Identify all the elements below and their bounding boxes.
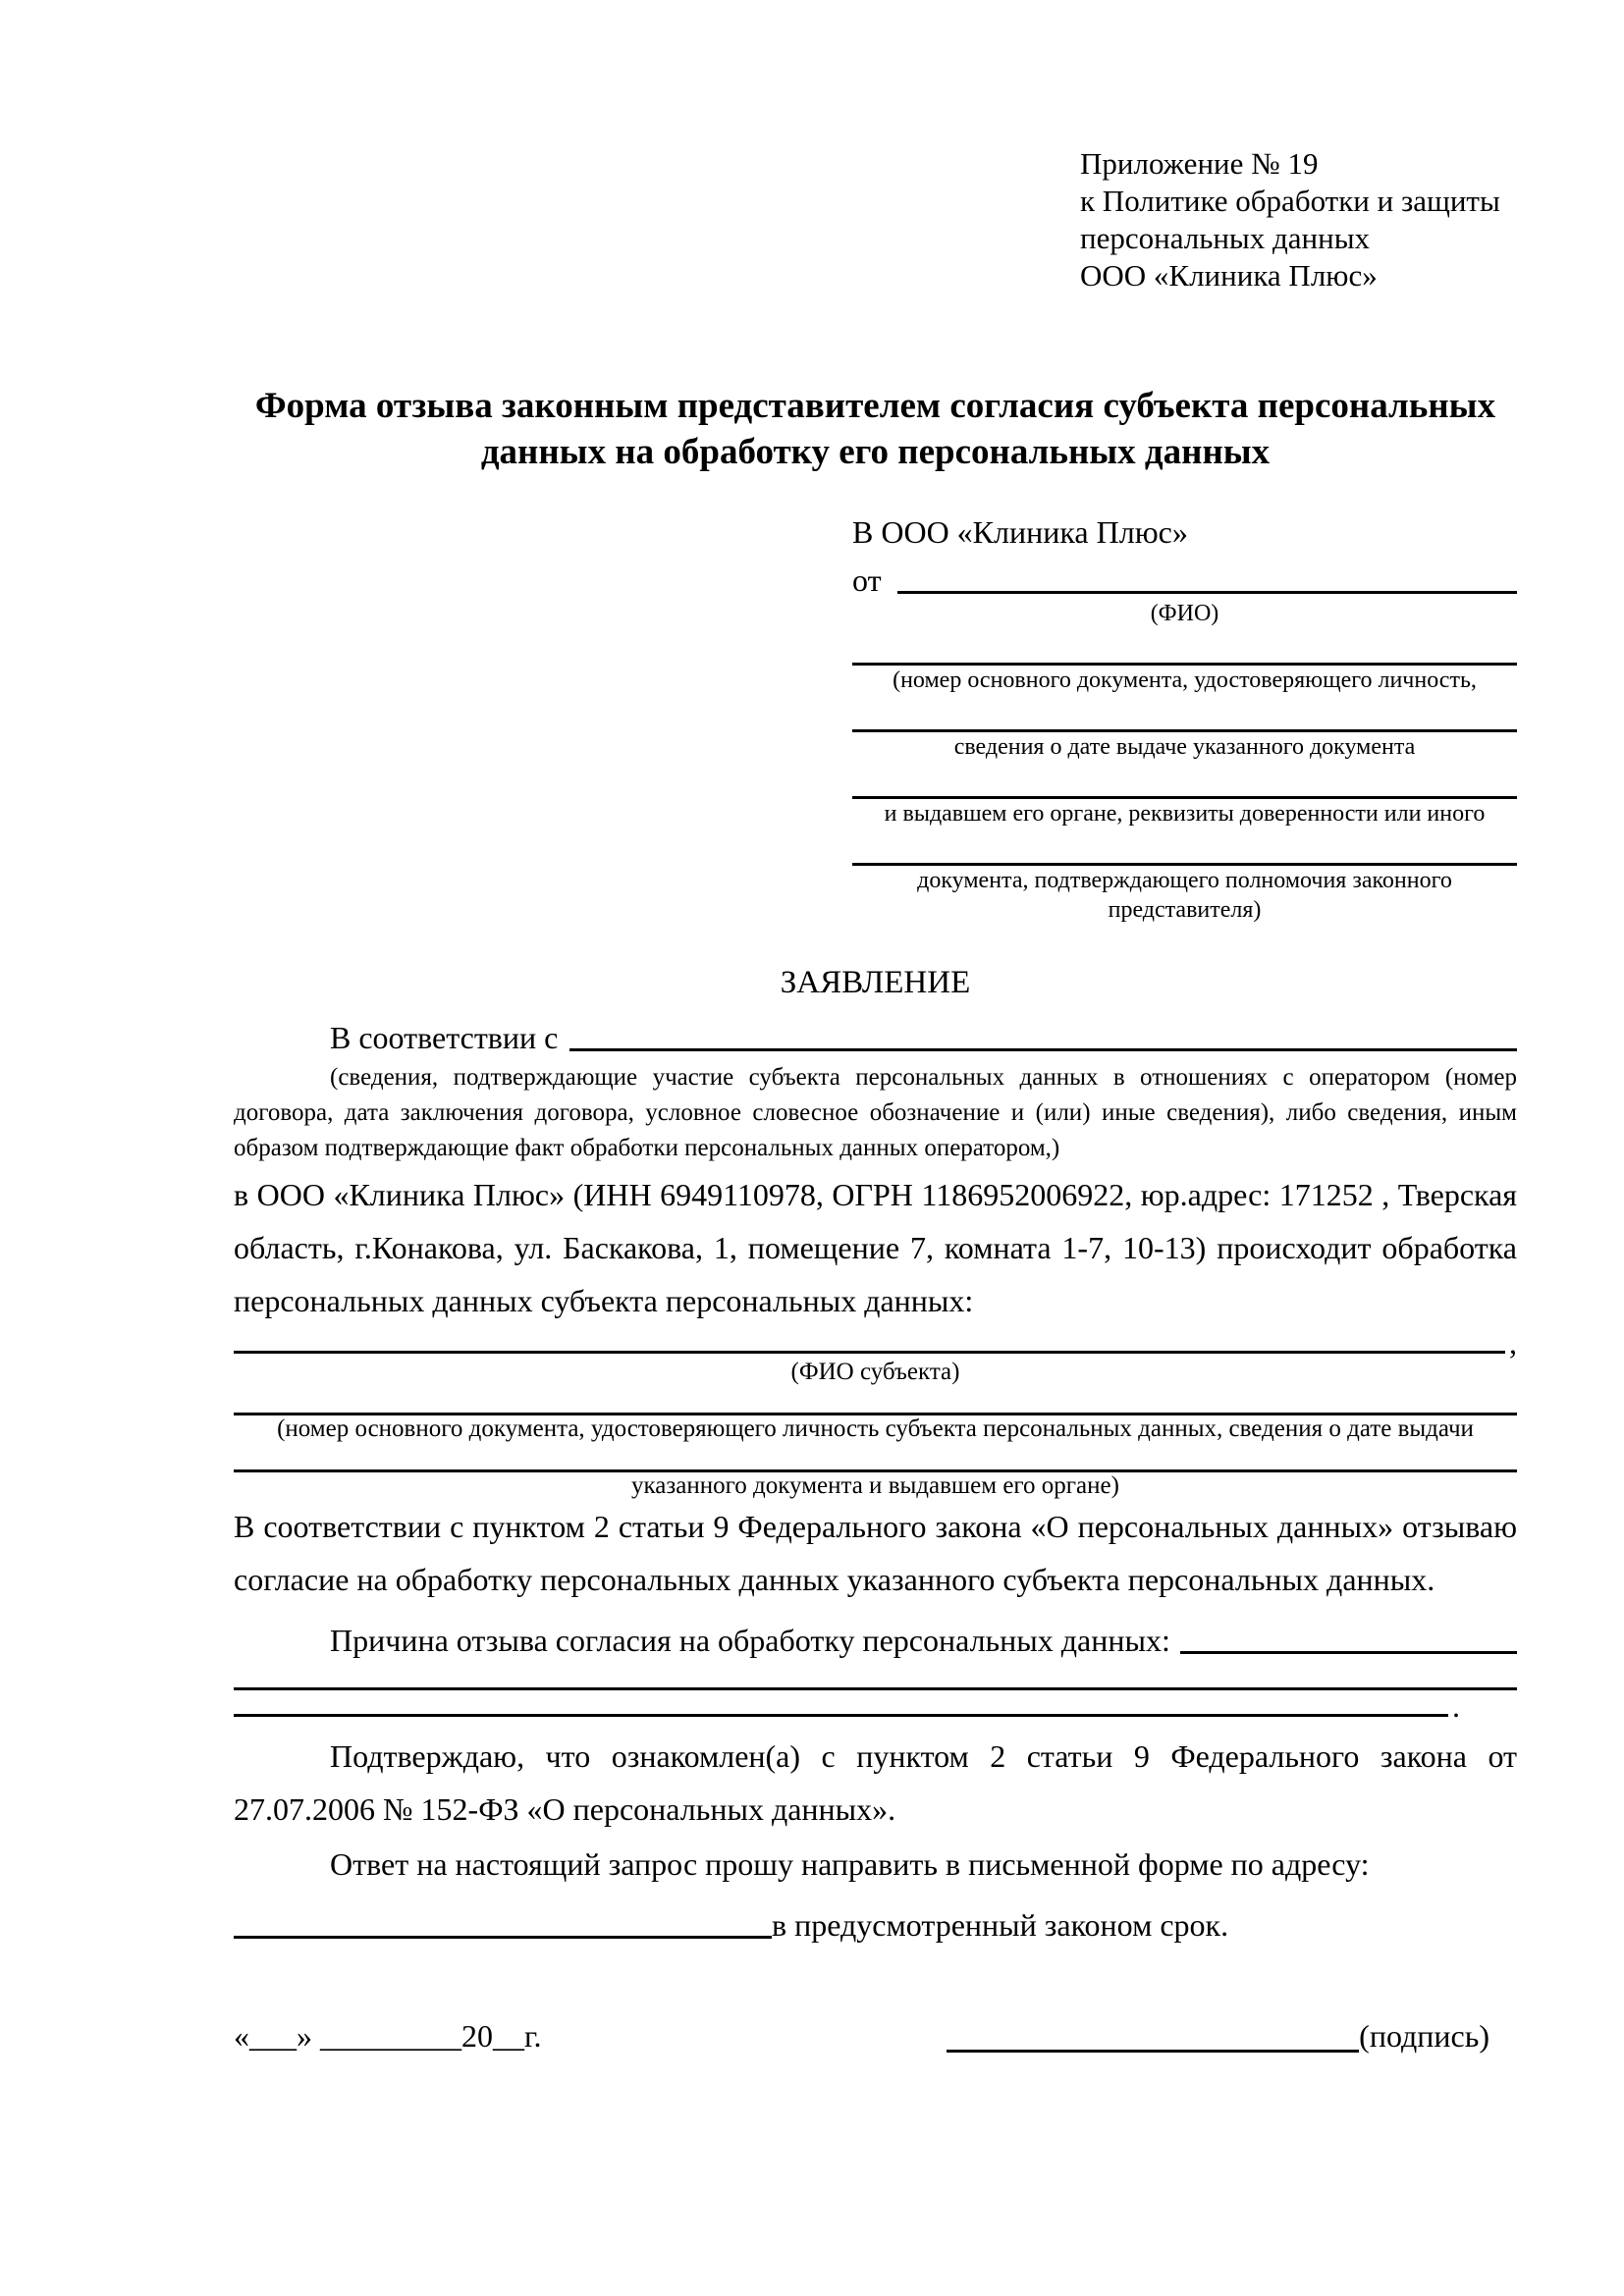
document-number-caption: (номер основного документа, удостоверяющего личность, (893, 667, 1477, 693)
addressee-to: В ООО «Клиника Плюс» (852, 514, 1188, 550)
issuing-authority-fill-in-line (852, 762, 1517, 799)
intro-row (234, 1011, 1517, 1056)
intro-prefix: В соответствии с (330, 1020, 559, 1055)
withdrawal-paragraph: В соответствии с пунктом 2 статьи 9 Федерального закона «О персональных данных» отзываю согласие на обработку персональных данных указанного субъекта персональных данных. (234, 1509, 1517, 1597)
reason-prefix: Причина отзыва согласия на обработку персональных данных: (330, 1623, 1170, 1658)
appendix-line: к Политике обработки и защиты (1080, 184, 1500, 218)
reason-blank-line-2-row (234, 1690, 1517, 1722)
fio-caption: (ФИО) (1150, 601, 1219, 626)
subject-document-fill-in-line-2 (234, 1443, 1517, 1472)
reply-paragraph: Ответ на настоящий запрос прошу направить в письменной форме по адресу: (330, 1846, 1370, 1882)
intro-fill-in-line (569, 1048, 1517, 1051)
addressee-block (852, 510, 1517, 925)
appendix-line: Приложение № 19 (1080, 146, 1319, 181)
appendix-reference (1080, 145, 1517, 294)
small-print-note: (сведения, подтверждающие участие субъекта персональных данных в отношениях с оператором (номер договора, дата заключения договора, условное словесное обозначение и (или) иные сведения), либо сведения, иным образом подтверждающие факт обработки персональных данных оператором,) (234, 1064, 1517, 1161)
signature-caption: (подпись) (1359, 2018, 1489, 2054)
from-row (852, 554, 1517, 599)
reason-line-period: . (1452, 1688, 1460, 1724)
subject-fio-row (234, 1327, 1517, 1359)
appendix-line: персональных данных (1080, 221, 1371, 255)
authority-document-fill-in-line (852, 828, 1517, 866)
reply-suffix: в предусмотренный законом срок. (772, 1907, 1229, 1943)
reply-address-row (234, 1891, 1517, 1944)
document-number-fill-in-line (852, 628, 1517, 666)
operator-paragraph: в ООО «Клиника Плюс» (ИНН 6949110978, ОГРН 1186952006922, юр.адрес: 171252 , Тверская область, г.Конакова, ул. Баскакова, 1, помещение 7, комната 1-7, 10-13) происходит обработка персональных данных субъекта персональных данных: (234, 1177, 1517, 1318)
issuing-authority-caption: и выдавшем его органе, реквизиты доверенности или иного (884, 801, 1486, 827)
from-label: от (852, 562, 882, 598)
from-fill-in-line (897, 591, 1517, 594)
subject-document-fill-in-line (234, 1386, 1517, 1415)
signature-group (947, 2014, 1489, 2057)
reason-row (234, 1606, 1517, 1659)
reason-fill-in-line (1180, 1651, 1517, 1654)
confirmation-paragraph: Подтверждаю, что ознакомлен(а) с пунктом 2 статьи 9 Федерального закона от 27.07.2006 № 152-ФЗ «О персональных данных». (234, 1738, 1517, 1827)
reason-blank-line-2 (234, 1714, 1448, 1717)
document-title: Форма отзыва законным представителем согласия субъекта персональных данных на обработку его персональных данных (254, 386, 1496, 472)
issue-date-caption: сведения о дате выдаче указанного документа (953, 734, 1416, 760)
footer-row (234, 2014, 1517, 2057)
statement-heading: ЗАЯВЛЕНИЕ (780, 965, 971, 1000)
subject-fio-caption: (ФИО субъекта) (790, 1359, 960, 1385)
subject-fio-comma: , (1509, 1325, 1517, 1361)
date-fill-in-line: «___» _________20__г. (234, 2018, 542, 2054)
subject-document-caption-1: (номер основного документа, удостоверяющего личность субъекта персональных данных, сведения о дате выдачи (277, 1415, 1474, 1442)
signature-fill-in-line (947, 2050, 1359, 2053)
subject-fio-fill-in-line (234, 1351, 1505, 1354)
subject-document-caption-2: указанного документа и выдавшем его органе) (631, 1472, 1119, 1499)
issue-date-fill-in-line (852, 695, 1517, 732)
reply-address-fill-in-line (234, 1936, 772, 1939)
appendix-line: ООО «Клиника Плюс» (1080, 258, 1378, 293)
authority-document-caption: документа, подтверждающего полномочия законного представителя) (917, 868, 1452, 923)
